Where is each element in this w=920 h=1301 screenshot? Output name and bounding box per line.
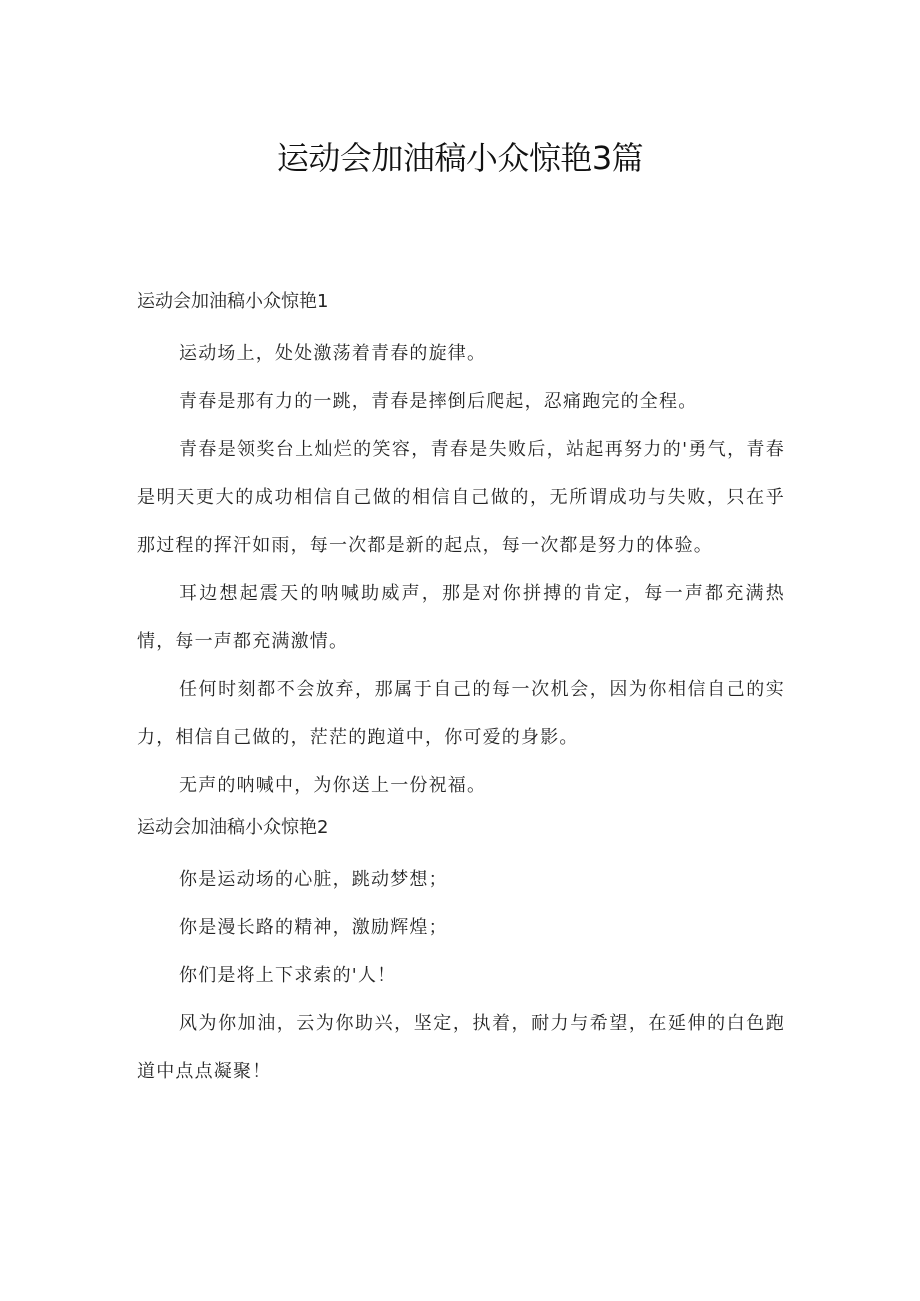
paragraph: 你是运动场的心脏，跳动梦想； — [179, 869, 448, 890]
section-2 — [137, 810, 785, 1096]
section-heading: 运动会加油稿小众惊艳2 — [137, 817, 329, 838]
document-title: 运动会加油稿小众惊艳3篇 — [276, 139, 644, 177]
paragraph: 你是漫长路的精神，激励辉煌； — [179, 917, 448, 938]
paragraph: 青春是那有力的一跳，青春是摔倒后爬起，忍痛跑完的全程。 — [179, 391, 698, 412]
section-1 — [137, 284, 785, 810]
paragraph: 任何时刻都不会放弃，那属于自己的每一次机会，因为你相信自己的实力，相信自己做的，茫茫的跑道中，你可爱的身影。 — [137, 679, 785, 748]
paragraph: 风为你加油，云为你助兴，坚定，执着，耐力与希望，在延伸的白色跑道中点点凝聚！ — [137, 1013, 785, 1082]
paragraph: 运动场上，处处激荡着青春的旋律。 — [179, 343, 487, 364]
section-heading: 运动会加油稿小众惊艳1 — [137, 291, 329, 312]
paragraph: 你们是将上下求索的'人！ — [179, 965, 397, 986]
paragraph: 耳边想起震天的呐喊助威声，那是对你拼搏的肯定，每一声都充满热情，每一声都充满激情。 — [137, 583, 785, 652]
paragraph: 青春是领奖台上灿烂的笑容，青春是失败后，站起再努力的'勇气，青春是明天更大的成功相信自己做的相信自己做的，无所谓成功与失败，只在乎那过程的挥汗如雨，每一次都是新的起点，每一次都是努力的体验。 — [137, 439, 785, 556]
paragraph: 无声的呐喊中，为你送上一份祝福。 — [179, 775, 487, 796]
document-body — [137, 284, 785, 1096]
